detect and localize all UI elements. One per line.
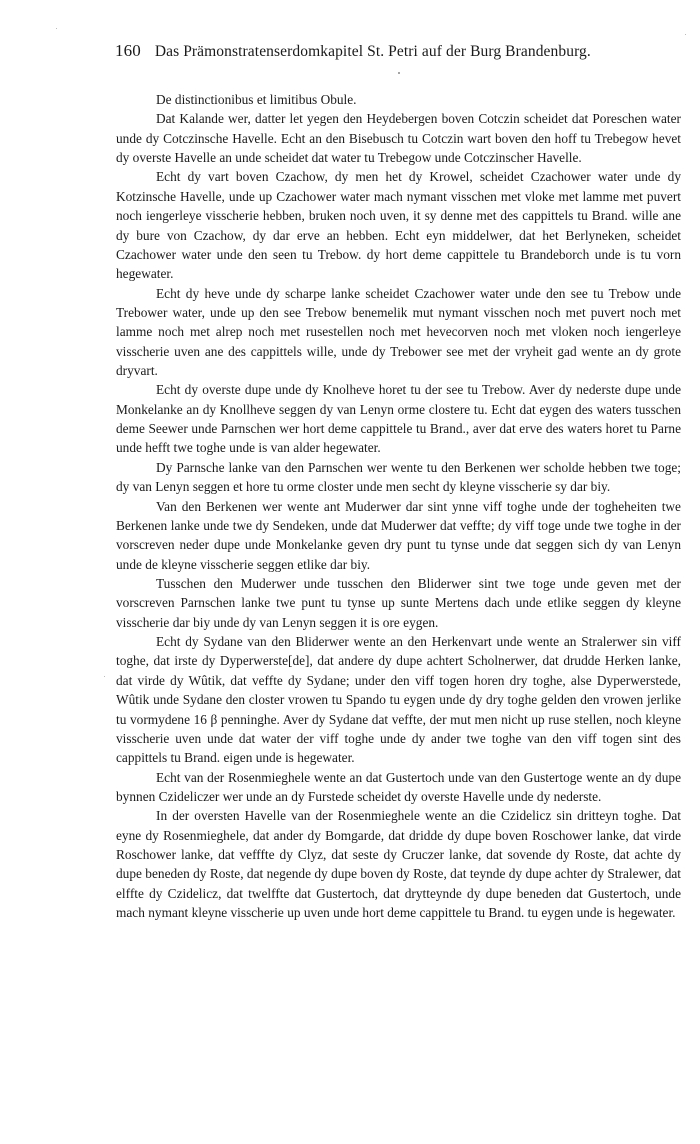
running-title: Das Prämonstratenserdomkapitel St. Petri auf der Burg Brandenburg. — [154, 43, 591, 60]
paragraph: Echt van der Rosenmieghele wente an dat Gustertoch unde van den Gustertoge wente an dy dupe bynnen Czideliczer wer unde an dy Furstede scheidet dy overste Havelle unde dy nederste. — [116, 769, 681, 804]
paragraph: In der oversten Havelle van der Rosenmieghele wente an die Czidelicz sin dritteyn toghe. Dat eyne dy Rosenmieghele, dat ander dy Bomgarde, dat dridde dy dupe boven Roschower lanke, dat virde Roschower lanke, dat vefffte dy Clyz, dat seste dy Cruczer lanke, dat sovende dy Roste, dat achte dy dupe beneden dy Roste, dat negende dy dupe boven dy Roste, dat teynde dy dupe achter dy Stralewer, dat elffte dy Czidelicz, dat twelffte dat Gustertoch, dat drytteynde dy dupe beneden dat Gustertoch, unde mach nymant kleyne visscherie up uven unde hort deme cappittele tu Brand. tu eygen unde is hegewater. — [116, 808, 681, 921]
paragraph: Tusschen den Muderwer unde tusschen den Bliderwer sint twe toge unde geven met der vorscreven Parnschen lanke twe punt tu tynse up sunte Mertens dach unde etlike seggen dy kleyne visscherie dar biy unde dy van Lenyn seggen it is ore eygen. — [116, 575, 681, 630]
paragraph: Echt dy overste dupe unde dy Knolheve horet tu der see tu Trebow. Aver dy nederste dupe unde Monkelanke an dy Knollheve seggen dy van Lenyn orme clostere tu. Echt dat eygen des waters tusschen deme Seewer unde Parnschen wer hort deme cappittele tu Brand., aver dat erve des waters horet tu Parne unde hefft twe toghe unde is van alder hegewater. — [116, 382, 681, 456]
page-number: 160 — [115, 41, 141, 60]
body-text — [116, 90, 681, 922]
paragraph: Dy Parnsche lanke van den Parnschen wer wente tu den Berkenen wer scholde hebben twe toge; dy van Lenyn seggen et hore tu orme closter unde men secht dy kleyne visscherie sy dar biy. — [116, 459, 681, 495]
print-speck — [104, 676, 105, 677]
print-speck — [398, 72, 400, 74]
print-speck — [685, 34, 686, 35]
paragraph: Echt dy heve unde dy scharpe lanke scheidet Czachower water unde den see tu Trebow unde Trebower water, unde up den see Trebow benemelik mut nymant visschen noch met puvert noch met lamme noch met alrep noch met rusestellen noch met hevecorven noch met vloken noch iengerleye visscherie uven ane des cappittels wille, unde dy Trebower see met der vryheit gad wente an dy grote dryvart. — [116, 285, 681, 379]
paragraph: Dat Kalande wer, datter let yegen den Heydebergen boven Cotczin scheidet dat Poreschen water unde dy Cotczinsche Havelle. Echt an den Bisebusch tu Cotczin wart boven den hoff tu Trebegow hevet dy overste Havelle an unde scheidet dat water tu Trebegow unde Cotczinscher Havelle. — [116, 111, 681, 166]
section-heading: De distinctionibus et limitibus Obule. — [156, 92, 357, 107]
paragraph: Echt dy vart boven Czachow, dy men het dy Krowel, scheidet Czachower water unde dy Kotzinsche Havelle, unde up Czachower water mach nymant visschen met vloke met lamme met puvert noch iengerleye visscherie hebben, bruken noch uven, it sy denne met des cappittels tu Brand. wille ane dy bure von Czachow, dy dar erve an hebben. Echt eyn middelwer, dat het Berlyneken, scheidet Czachower water unde den seen tu Trebow. dy hort deme cappittele tu Brandeborch unde is tu vorn hegewater. — [116, 169, 681, 282]
print-speck — [56, 28, 57, 29]
paragraph: Van den Berkenen wer wente ant Muderwer dar sint ynne viff toghe unde der togheheiten twe Berkenen lanke unde twe dy Sendeken, unde dat Muderwer dat veffte; dy viff toge unde twe toghe in der vorscreven neder dupe unde Monkelanke geven dry punt tu tynse unde dat seggen sich dy van Lenyn unde de kleyne visscherie seggen etlike dar biy. — [116, 498, 681, 572]
running-head — [115, 41, 643, 61]
paragraph: Echt dy Sydane van den Bliderwer wente an den Herkenvart unde wente an Stralerwer sin viff toghe, dat irste dy Dyperwerste[de], dat andere dy dupe achtert Scholnerwer, dat drudde Herken lanke, dat virde dy Wûtik, dat veffte dy Sydane; under den viff togen horen dry toghe, alse Dyperwerstede, Wûtik unde Sydane den closter vrowen tu Spando tu eygen unde dy dry toghe gelden den vrowen jerlike tu vormydene 16 β penninghe. Aver dy Sydane dat veffte, der mut men nicht up ruse stellen, noch kleyne visscherie uven unde dat water der viff toghe unde dy ander twe toghe van den viff togen sint des cappittels tu Brand. eigen unde is hegewater. — [116, 634, 681, 766]
